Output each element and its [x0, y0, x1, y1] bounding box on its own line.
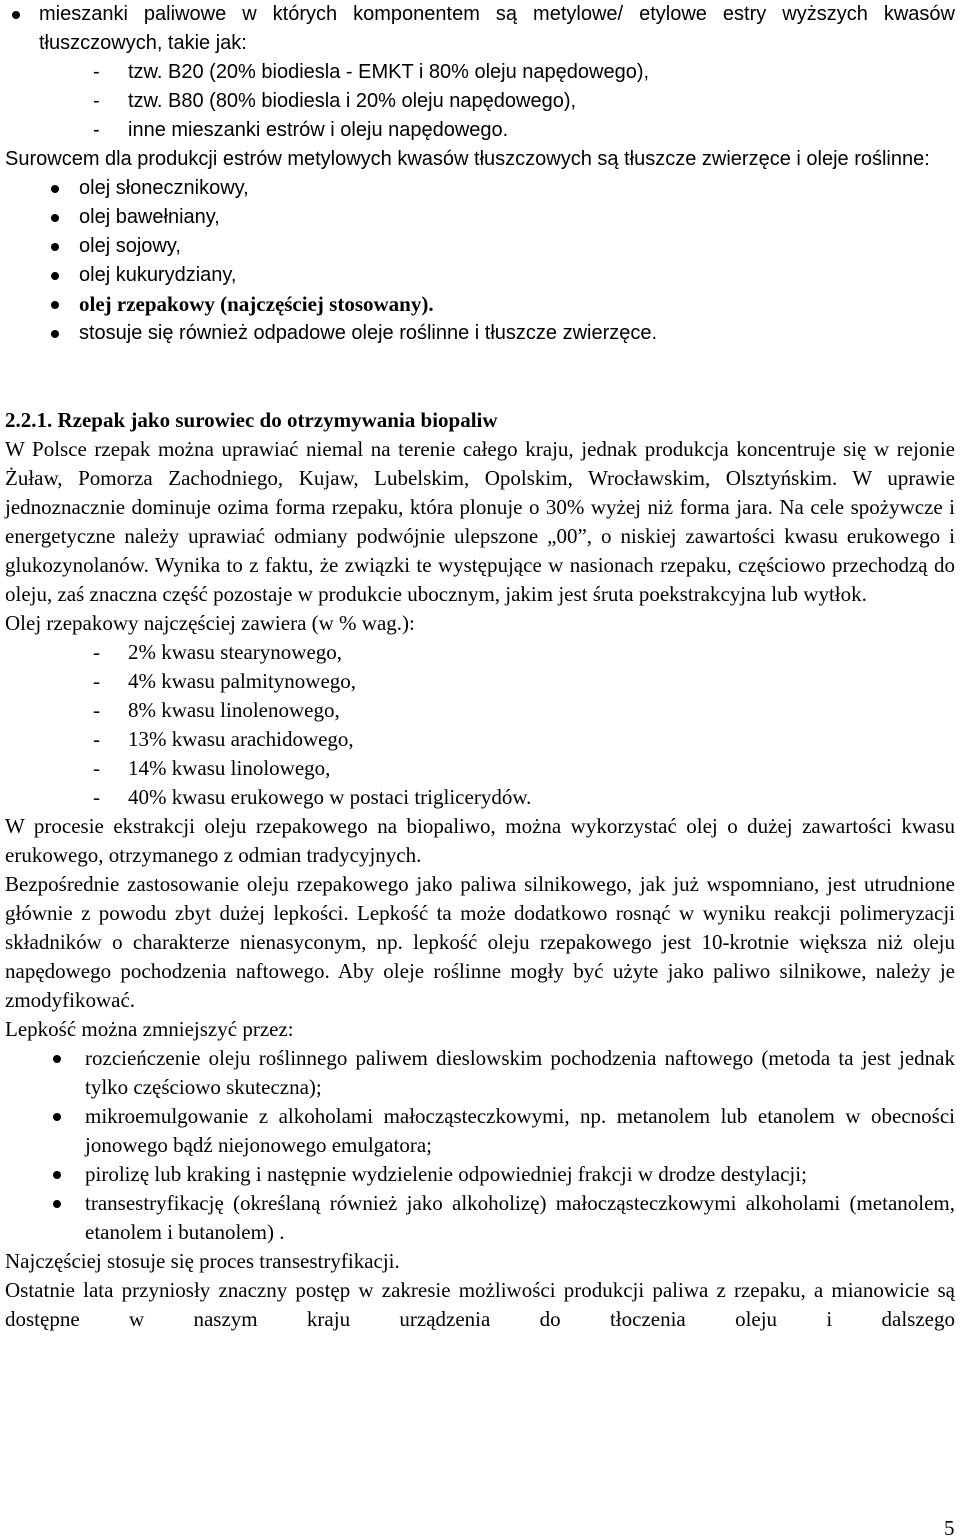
composition-item: - 13% kwasu arachidowego,	[93, 727, 354, 751]
list-item: pirolizę lub kraking i następnie wydzielenie odpowiedniej frakcji w drodze destylacji;	[5, 1160, 955, 1189]
section-heading-paragraph	[5, 406, 955, 435]
common-process-paragraph: Najczęściej stosuje się proces transestryfikacji.	[5, 1249, 400, 1273]
composition-item: - 40% kwasu erukowego w postaci triglicerydów.	[93, 785, 532, 809]
list-item: olej bawełniany,	[5, 203, 955, 232]
intro-dash-item: - inne mieszanki estrów i oleju napędowego.	[93, 119, 509, 141]
list-item-bold: olej rzepakowy (najczęściej stosowany).	[5, 290, 955, 319]
intro-dash-item: - tzw. B20 (20% biodiesla - EMKT i 80% oleju napędowego),	[93, 61, 650, 83]
raw-materials-paragraph: Surowcem dla produkcji estrów metylowych kwasów tłuszczowych są tłuszcze zwierzęce i oleje roślinne:	[5, 148, 930, 170]
page-number: 5	[944, 1516, 955, 1540]
composition-intro: Olej rzepakowy najczęściej zawiera (w % wag.):	[5, 611, 415, 635]
intro-bullet: mieszanki paliwowe w których komponentem są metylowe/ etylowe estry wyższych kwasów tłuszczowych, takie jak:	[5, 0, 955, 58]
list-item: transestryfikację (określaną również jako alkoholizę) małocząsteczkowymi alkoholami (metanolem, etanolem i butanolem) .	[5, 1189, 955, 1247]
document-page	[5, 0, 955, 1334]
section-paragraph: W Polsce rzepak można uprawiać niemal na terenie całego kraju, jednak produkcja koncentruje się w rejonie Żuław, Pomorza Zachodniego, Kujaw, Lubelskim, Opolskim, Wrocławskim, Olsztyńskim. W uprawie jednoznacznie dominuje ozima forma rzepaku, która plonuje o 30% wyżej niż forma jara. Na cele spożywcze i energetyczne należy uprawiać odmiany podwójnie ulepszone „00”, o niskiej zawartości kwasu erukowego i glukozynolanów. Wynika to z faktu, że związki te występujące w nasionach rzepaku, częściowo przechodzą do oleju, zaś znaczna część pozostaje w produkcie ubocznym, jakim jest śruta poekstrakcyjna lub wytłok.	[5, 437, 955, 606]
progress-paragraph: Ostatnie lata przyniosły znaczny postęp w zakresie możliwości produkcji paliwa z rzepaku, a mianowicie są dostępne w naszym kraju urządzenia do tłoczenia oleju i dalszego	[5, 1278, 955, 1331]
intro-block	[5, 0, 955, 348]
section-heading: 2.2.1. Rzepak jako surowiec do otrzymywania biopaliw	[5, 408, 498, 432]
extraction-paragraph: W procesie ekstrakcji oleju rzepakowego na biopaliwo, można wykorzystać olej o dużej zawartości kwasu erukowego, otrzymanego z odmian tradycyjnych.	[5, 814, 955, 867]
composition-item: - 4% kwasu palmitynowego,	[93, 669, 357, 693]
composition-item: - 14% kwasu linolowego,	[93, 756, 331, 780]
viscosity-intro: Lepkość można zmniejszyć przez:	[5, 1017, 294, 1041]
list-item: rozcieńczenie oleju roślinnego paliwem dieslowskim pochodzenia naftowego (metoda ta jest jednak tylko częściowo skuteczna);	[5, 1044, 955, 1102]
list-item: olej sojowy,	[5, 232, 955, 261]
intro-dash-item: - tzw. B80 (80% biodiesla i 20% oleju napędowego),	[93, 90, 577, 112]
list-item: olej słonecznikowy,	[5, 174, 955, 203]
raw-materials-list	[5, 174, 955, 348]
list-item: olej kukurydziany,	[5, 261, 955, 290]
list-item: mikroemulgowanie z alkoholami małocząsteczkowymi, np. metanolem lub etanolem w obecności jonowego bądź niejonowego emulgatora;	[5, 1102, 955, 1160]
direct-use-paragraph: Bezpośrednie zastosowanie oleju rzepakowego jako paliwa silnikowego, jak już wspomniano, jest utrudnione głównie z powodu zbyt dużej lepkości. Lepkość ta może dodatkowo rosnąć w wyniku reakcji polimeryzacji składników o charakterze nienasyconym, np. lepkość oleju rzepakowego jest 10-krotnie większa niż oleju napędowego pochodzenia naftowego. Aby oleje roślinne mogły być użyte jako paliwo silnikowe, należy je zmodyfikować.	[5, 872, 955, 1012]
viscosity-methods-list	[5, 1044, 955, 1247]
composition-item: - 2% kwasu stearynowego,	[93, 640, 343, 664]
composition-list	[5, 638, 955, 812]
list-item: stosuje się również odpadowe oleje roślinne i tłuszcze zwierzęce.	[5, 319, 955, 348]
composition-item: - 8% kwasu linolenowego,	[93, 698, 340, 722]
